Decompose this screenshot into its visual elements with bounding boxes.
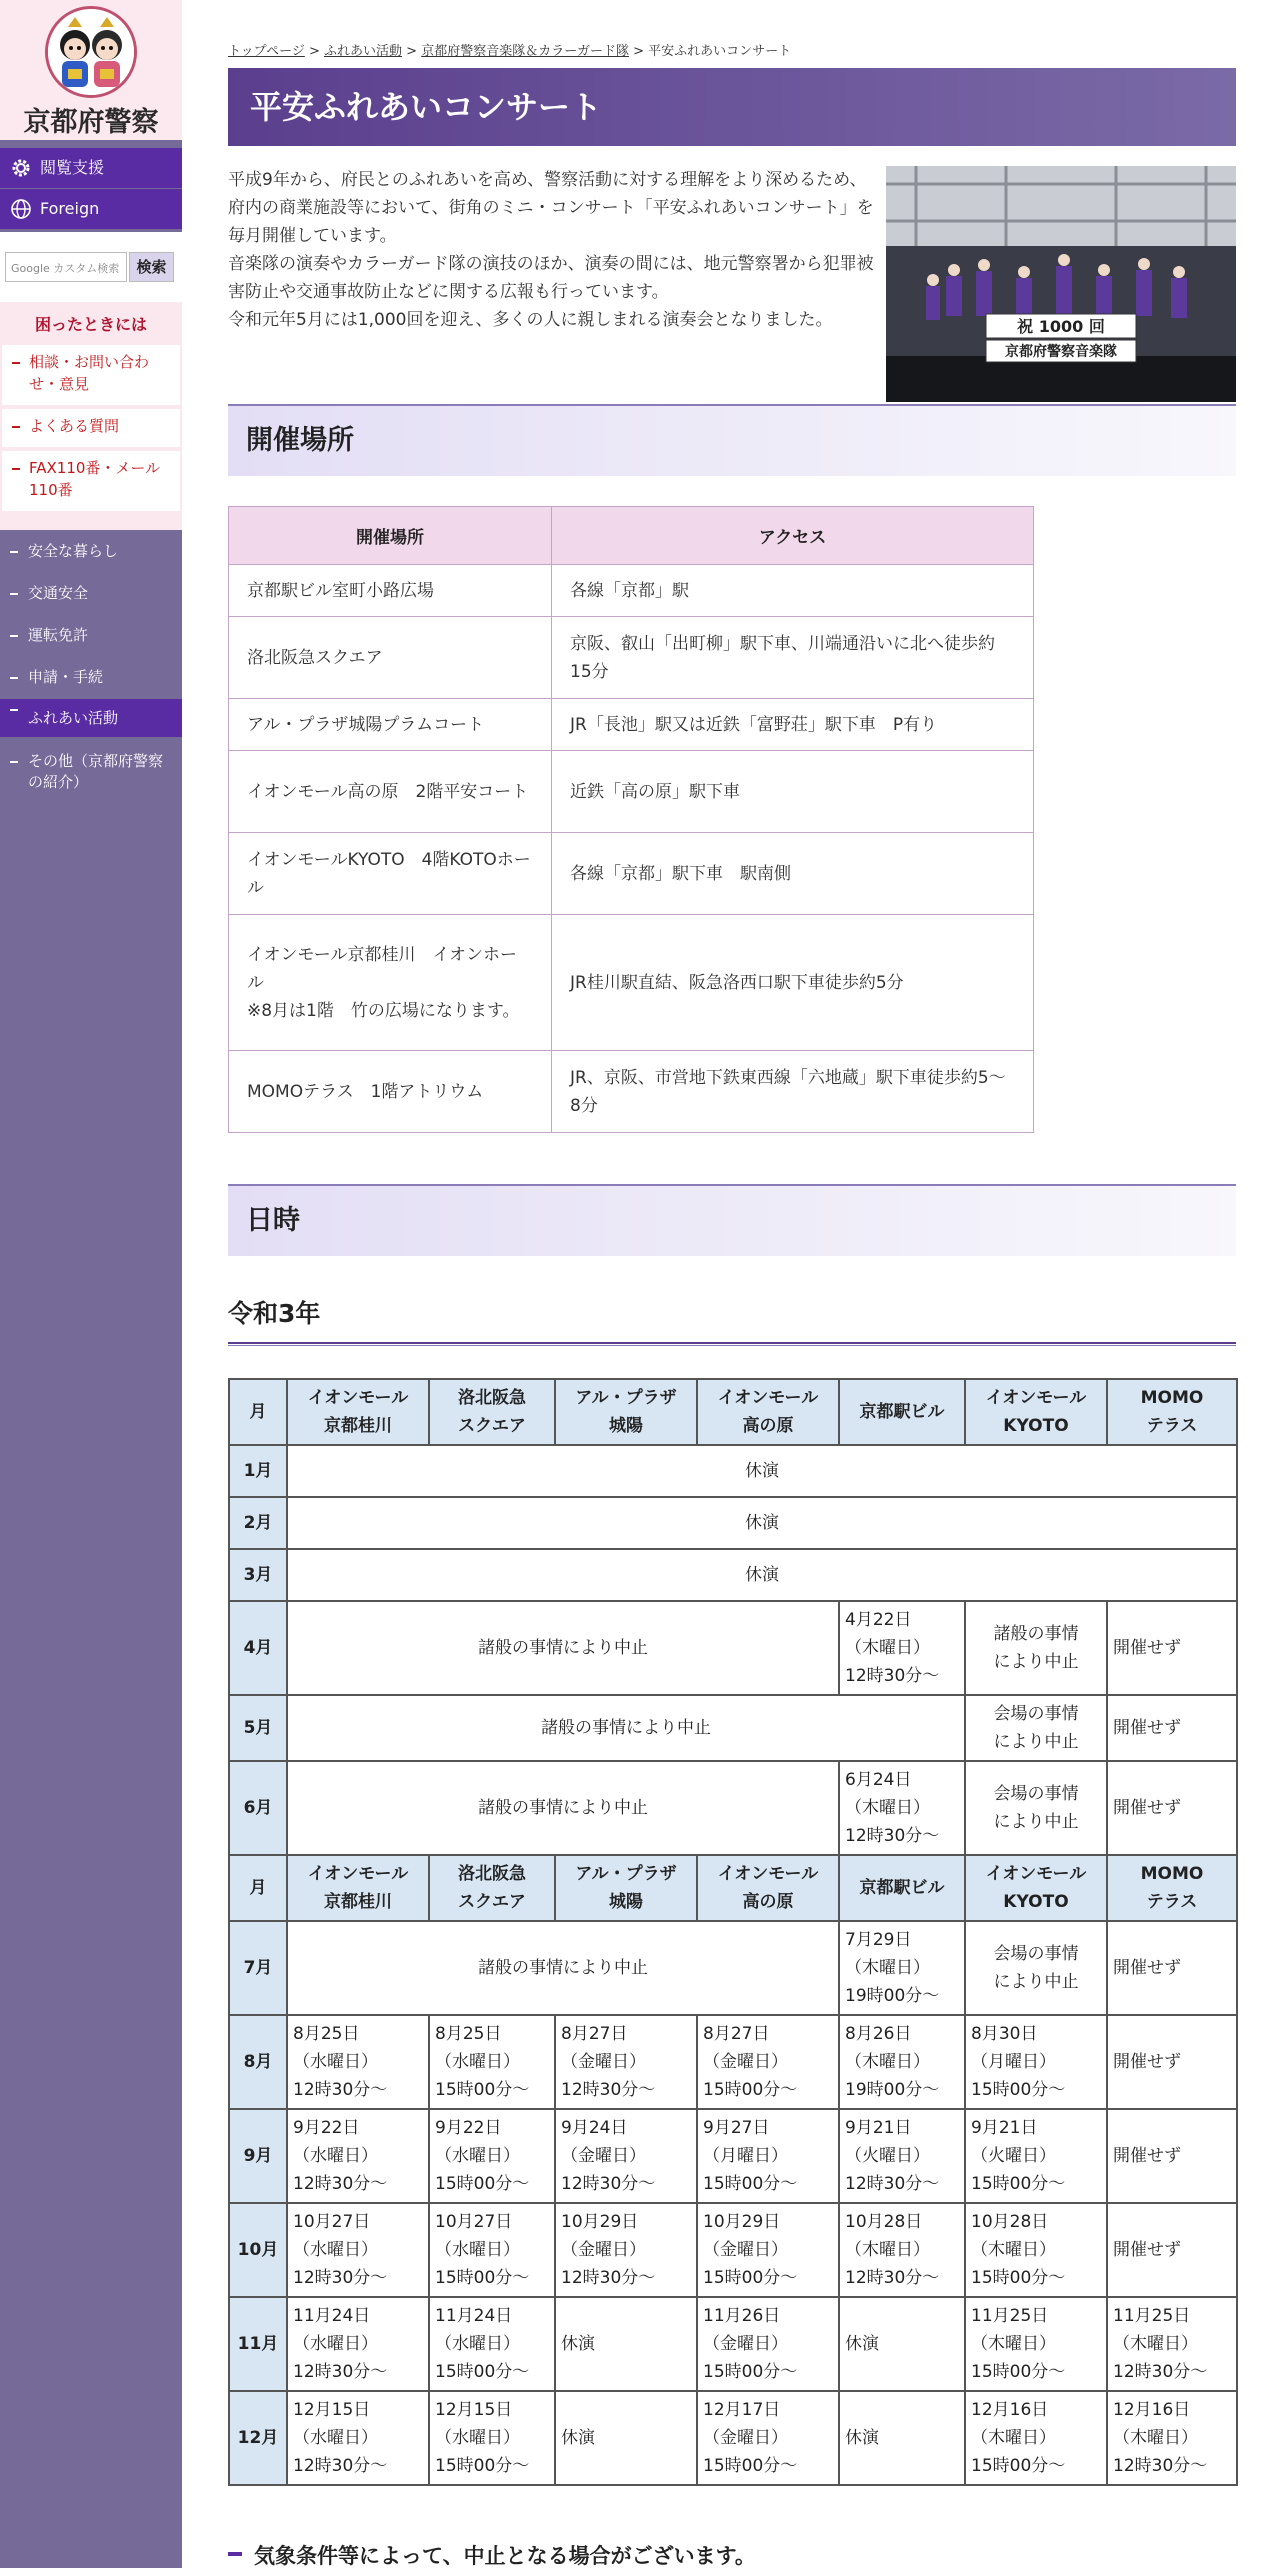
venue-name-cell: アル・プラザ城陽プラムコート [229,699,552,751]
venue-access-cell: JR、京阪、市営地下鉄東西線「六地蔵」駅下車徒歩約5～8分 [552,1051,1034,1133]
venues-header-row [229,507,1034,565]
schedule-cell: 11月24日 （水曜日） 15時00分～ [429,2297,555,2391]
schedule-cell: 開催せず [1107,1695,1237,1761]
schedule-cell: 会場の事情 により中止 [965,1695,1107,1761]
schedule-header-cell: 京都駅ビル [839,1379,965,1445]
schedule-cell: 11月26日 （金曜日） 15時00分～ [697,2297,839,2391]
venue-access-cell: JR桂川駅直結、阪急洛西口駅下車徒歩約5分 [552,915,1034,1051]
schedule-row [229,1549,1237,1601]
schedule-cell: 休演 [839,2391,965,2485]
foreign-language-label: Foreign [40,199,100,218]
venue-row [229,699,1034,751]
schedule-header-cell: イオンモール 京都桂川 [287,1855,429,1921]
schedule-cell: 開催せず [1107,2109,1237,2203]
browse-support-label: 閲覧支援 [40,158,105,177]
schedule-cell: 11月25日 （木曜日） 12時30分～ [1107,2297,1237,2391]
schedule-cell: 諸般の事情により中止 [287,1761,839,1855]
nav-item-safe-living[interactable]: 安全な暮らし [0,541,182,562]
schedule-header-cell: MOMO テラス [1107,1379,1237,1445]
intro-paragraph: 音楽隊の演奏やカラーガード隊の演技のほか、演奏の間には、地元警察署から犯罪被害防止や交通事故防止などに関する広報も行っています。 [228,254,874,302]
schedule-header-cell: 月 [229,1379,287,1445]
venue-access-cell: 近鉄「高の原」駅下車 [552,751,1034,833]
breadcrumb-separator: > [402,44,422,59]
schedule-header-cell: 京都駅ビル [839,1855,965,1921]
sidebar [0,0,182,2568]
schedule-cell: 10月29日 （金曜日） 15時00分～ [697,2203,839,2297]
venue-name-cell: MOMOテラス 1階アトリウム [229,1051,552,1133]
venue-row [229,565,1034,617]
mascot-logo-icon [45,6,137,98]
schedule-cell: 8月27日 （金曜日） 12時30分～ [555,2015,697,2109]
schedule-cell: 休演 [287,1445,1237,1497]
schedule-header-cell: イオンモール KYOTO [965,1855,1107,1921]
month-cell: 9月 [229,2109,287,2203]
schedule-row [229,2297,1237,2391]
globe-icon [10,198,32,220]
month-cell: 5月 [229,1695,287,1761]
breadcrumb-link-fureai[interactable]: ふれあい活動 [324,44,403,59]
schedule-cell: 4月22日 （木曜日） 12時30分～ [839,1601,965,1695]
schedule-cell: 12月15日 （水曜日） 12時30分～ [287,2391,429,2485]
schedule-cell: 開催せず [1107,1761,1237,1855]
schedule-cell: 開催せず [1107,2015,1237,2109]
schedule-cell: 10月27日 （水曜日） 15時00分～ [429,2203,555,2297]
venue-name-cell: 洛北阪急スクエア [229,617,552,699]
page-title: 平安ふれあいコンサート [228,68,1236,146]
schedule-header-row [229,1379,1237,1445]
year-heading: 令和3年 [228,1299,321,1328]
schedule-cell: 休演 [555,2297,697,2391]
schedule-header-cell: MOMO テラス [1107,1855,1237,1921]
venue-name-cell: イオンモール高の原 2階平安コート [229,751,552,833]
schedule-cell: 12月15日 （水曜日） 15時00分～ [429,2391,555,2485]
schedule-body [229,1379,1237,2485]
schedule-header-cell: イオンモール 高の原 [697,1379,839,1445]
schedule-cell: 開催せず [1107,2203,1237,2297]
schedule-cell: 12月16日 （木曜日） 12時30分～ [1107,2391,1237,2485]
schedule-cell: 諸般の事情により中止 [287,1695,965,1761]
schedule-cell: 9月22日 （水曜日） 12時30分～ [287,2109,429,2203]
breadcrumb-separator: > [304,44,325,59]
schedule-header-cell: 洛北阪急 スクエア [429,1855,555,1921]
schedule-cell: 9月21日 （火曜日） 12時30分～ [839,2109,965,2203]
schedule-row [229,1921,1237,2015]
nav-item-other[interactable]: その他（京都府警察の紹介） [0,751,182,795]
search-input[interactable]: Google カスタム検索 [5,252,127,282]
schedule-cell: 11月24日 （水曜日） 12時30分～ [287,2297,429,2391]
schedule-row [229,2391,1237,2485]
schedule-cell: 9月27日 （月曜日） 15時00分～ [697,2109,839,2203]
schedule-cell: 8月27日 （金曜日） 15時00分～ [697,2015,839,2109]
schedule-cell: 6月24日 （木曜日） 12時30分～ [839,1761,965,1855]
nav-item-traffic-safety[interactable]: 交通安全 [0,583,182,604]
schedule-row [229,1695,1237,1761]
gear-icon [10,157,32,179]
venue-name-cell: イオンモールKYOTO 4階KOTOホール [229,833,552,915]
schedule-cell: 会場の事情 により中止 [965,1761,1107,1855]
schedule-cell: 10月28日 （木曜日） 12時30分～ [839,2203,965,2297]
schedule-cell: 9月21日 （火曜日） 15時00分～ [965,2109,1107,2203]
schedule-row [229,2015,1237,2109]
venues-header-place: 開催場所 [229,507,552,565]
help-title: 困ったときには [34,315,147,334]
venue-access-cell: JR「長池」駅又は近鉄「富野荘」駅下車 P有り [552,699,1034,751]
month-cell: 12月 [229,2391,287,2485]
month-cell: 8月 [229,2015,287,2109]
schedule-row [229,2203,1237,2297]
schedule-cell: 開催せず [1107,1921,1237,2015]
schedule-table [228,1378,1238,2486]
schedule-cell: 7月29日 （木曜日） 19時00分～ [839,1921,965,2015]
venue-access-cell: 各線「京都」駅下車 駅南側 [552,833,1034,915]
venues-heading: 開催場所 [228,404,1236,476]
month-cell: 6月 [229,1761,287,1855]
site-search [0,232,182,302]
intro-text [228,166,883,334]
schedule-cell: 11月25日 （木曜日） 15時00分～ [965,2297,1107,2391]
schedule-cell: 休演 [555,2391,697,2485]
site-title: 京都府警察 [23,107,159,138]
breadcrumb-separator: > [628,44,649,59]
breadcrumb [228,40,791,59]
nav-item-drivers-license[interactable]: 運転免許 [0,625,182,646]
breadcrumb-link-top[interactable]: トップページ [228,44,305,59]
month-cell: 2月 [229,1497,287,1549]
schedule-row [229,1761,1237,1855]
intro-paragraph: 平成9年から、府民とのふれあいを高め、警察活動に対する理解をより深めるため、府内の商業施設等において、街角のミニ・コンサート「平安ふれあいコンサート」を毎月開催しています。 [228,170,874,246]
schedule-row [229,1497,1237,1549]
month-cell: 11月 [229,2297,287,2391]
schedule-cell: 12月17日 （金曜日） 15時00分～ [697,2391,839,2485]
foreign-language-button[interactable] [0,189,182,229]
venue-name-cell: 京都駅ビル室町小路広場 [229,565,552,617]
schedule-cell: 諸般の事情により中止 [287,1921,839,2015]
venues-table [228,506,1034,1133]
site-logo-area[interactable] [0,0,182,140]
venue-access-cell: 京阪、叡山「出町柳」駅下車、川端通沿いに北へ徒歩約15分 [552,617,1034,699]
month-cell: 4月 [229,1601,287,1695]
schedule-cell: 諸般の事情により中止 [287,1601,839,1695]
breadcrumb-link-band[interactable]: 京都府警察音楽隊＆カラーガード隊 [421,44,629,59]
schedule-cell: 休演 [287,1549,1237,1601]
schedule-cell: 8月30日 （月曜日） 15時00分～ [965,2015,1107,2109]
schedule-cell: 10月27日 （水曜日） 12時30分～ [287,2203,429,2297]
schedule-header-cell: アル・プラザ 城陽 [555,1379,697,1445]
help-item-faq[interactable]: よくある質問 [2,409,180,447]
venue-access-cell: 各線「京都」駅 [552,565,1034,617]
month-cell: 1月 [229,1445,287,1497]
nav-item-fureai-activities[interactable]: ふれあい活動 [0,699,182,737]
concert-photo [886,166,1236,402]
photo-banner-bottom: 京都府警察音楽隊 [1005,344,1117,360]
schedule-cell: 休演 [839,2297,965,2391]
year-divider [228,1342,1236,1346]
venue-name-cell: イオンモール京都桂川 イオンホール ※8月は1階 竹の広場になります。 [229,915,552,1051]
venue-row [229,751,1034,833]
search-button[interactable]: 検索 [129,252,174,282]
month-cell: 10月 [229,2203,287,2297]
venue-row [229,1051,1034,1133]
schedule-cell: 会場の事情 により中止 [965,1921,1107,2015]
help-item-inquiry[interactable]: 相談・お問い合わせ・意見 [2,345,180,405]
weather-notice: 気象条件等によって、中止となる場合がございます。 [228,2540,756,2570]
schedule-header-cell: イオンモール 京都桂川 [287,1379,429,1445]
schedule-cell: 10月28日 （木曜日） 15時00分～ [965,2203,1107,2297]
schedule-heading: 日時 [228,1184,1236,1256]
intro-paragraph: 令和元年5月には1,000回を迎え、多くの人に親しまれる演奏会となりました。 [228,310,833,330]
venue-row [229,833,1034,915]
schedule-cell: 10月29日 （金曜日） 12時30分～ [555,2203,697,2297]
schedule-cell: 9月22日 （水曜日） 15時00分～ [429,2109,555,2203]
breadcrumb-current: 平安ふれあいコンサート [648,44,792,59]
schedule-row [229,1445,1237,1497]
schedule-cell: 8月25日 （水曜日） 12時30分～ [287,2015,429,2109]
venues-body [229,565,1034,1133]
schedule-header-cell: 月 [229,1855,287,1921]
schedule-cell: 8月25日 （水曜日） 15時00分～ [429,2015,555,2109]
schedule-header-cell: アル・プラザ 城陽 [555,1855,697,1921]
schedule-cell: 開催せず [1107,1601,1237,1695]
schedule-cell: 諸般の事情 により中止 [965,1601,1107,1695]
help-item-fax-mail-110[interactable]: FAX110番・メール110番 [2,451,180,511]
schedule-header-cell: イオンモール KYOTO [965,1379,1107,1445]
schedule-cell: 8月26日 （木曜日） 19時00分～ [839,2015,965,2109]
schedule-row [229,1601,1237,1695]
schedule-header-cell: 洛北阪急 スクエア [429,1379,555,1445]
browse-support-button[interactable] [0,148,182,188]
photo-banner-top: 祝 1000 回 [1017,317,1105,336]
schedule-cell: 9月24日 （金曜日） 12時30分～ [555,2109,697,2203]
month-cell: 7月 [229,1921,287,2015]
venue-row [229,617,1034,699]
schedule-header-row [229,1855,1237,1921]
venues-header-access: アクセス [552,507,1034,565]
month-cell: 3月 [229,1549,287,1601]
venue-row [229,915,1034,1051]
schedule-cell: 休演 [287,1497,1237,1549]
schedule-cell: 12月16日 （木曜日） 15時00分～ [965,2391,1107,2485]
schedule-header-cell: イオンモール 高の原 [697,1855,839,1921]
schedule-row [229,2109,1237,2203]
nav-item-applications[interactable]: 申請・手続 [0,667,182,688]
